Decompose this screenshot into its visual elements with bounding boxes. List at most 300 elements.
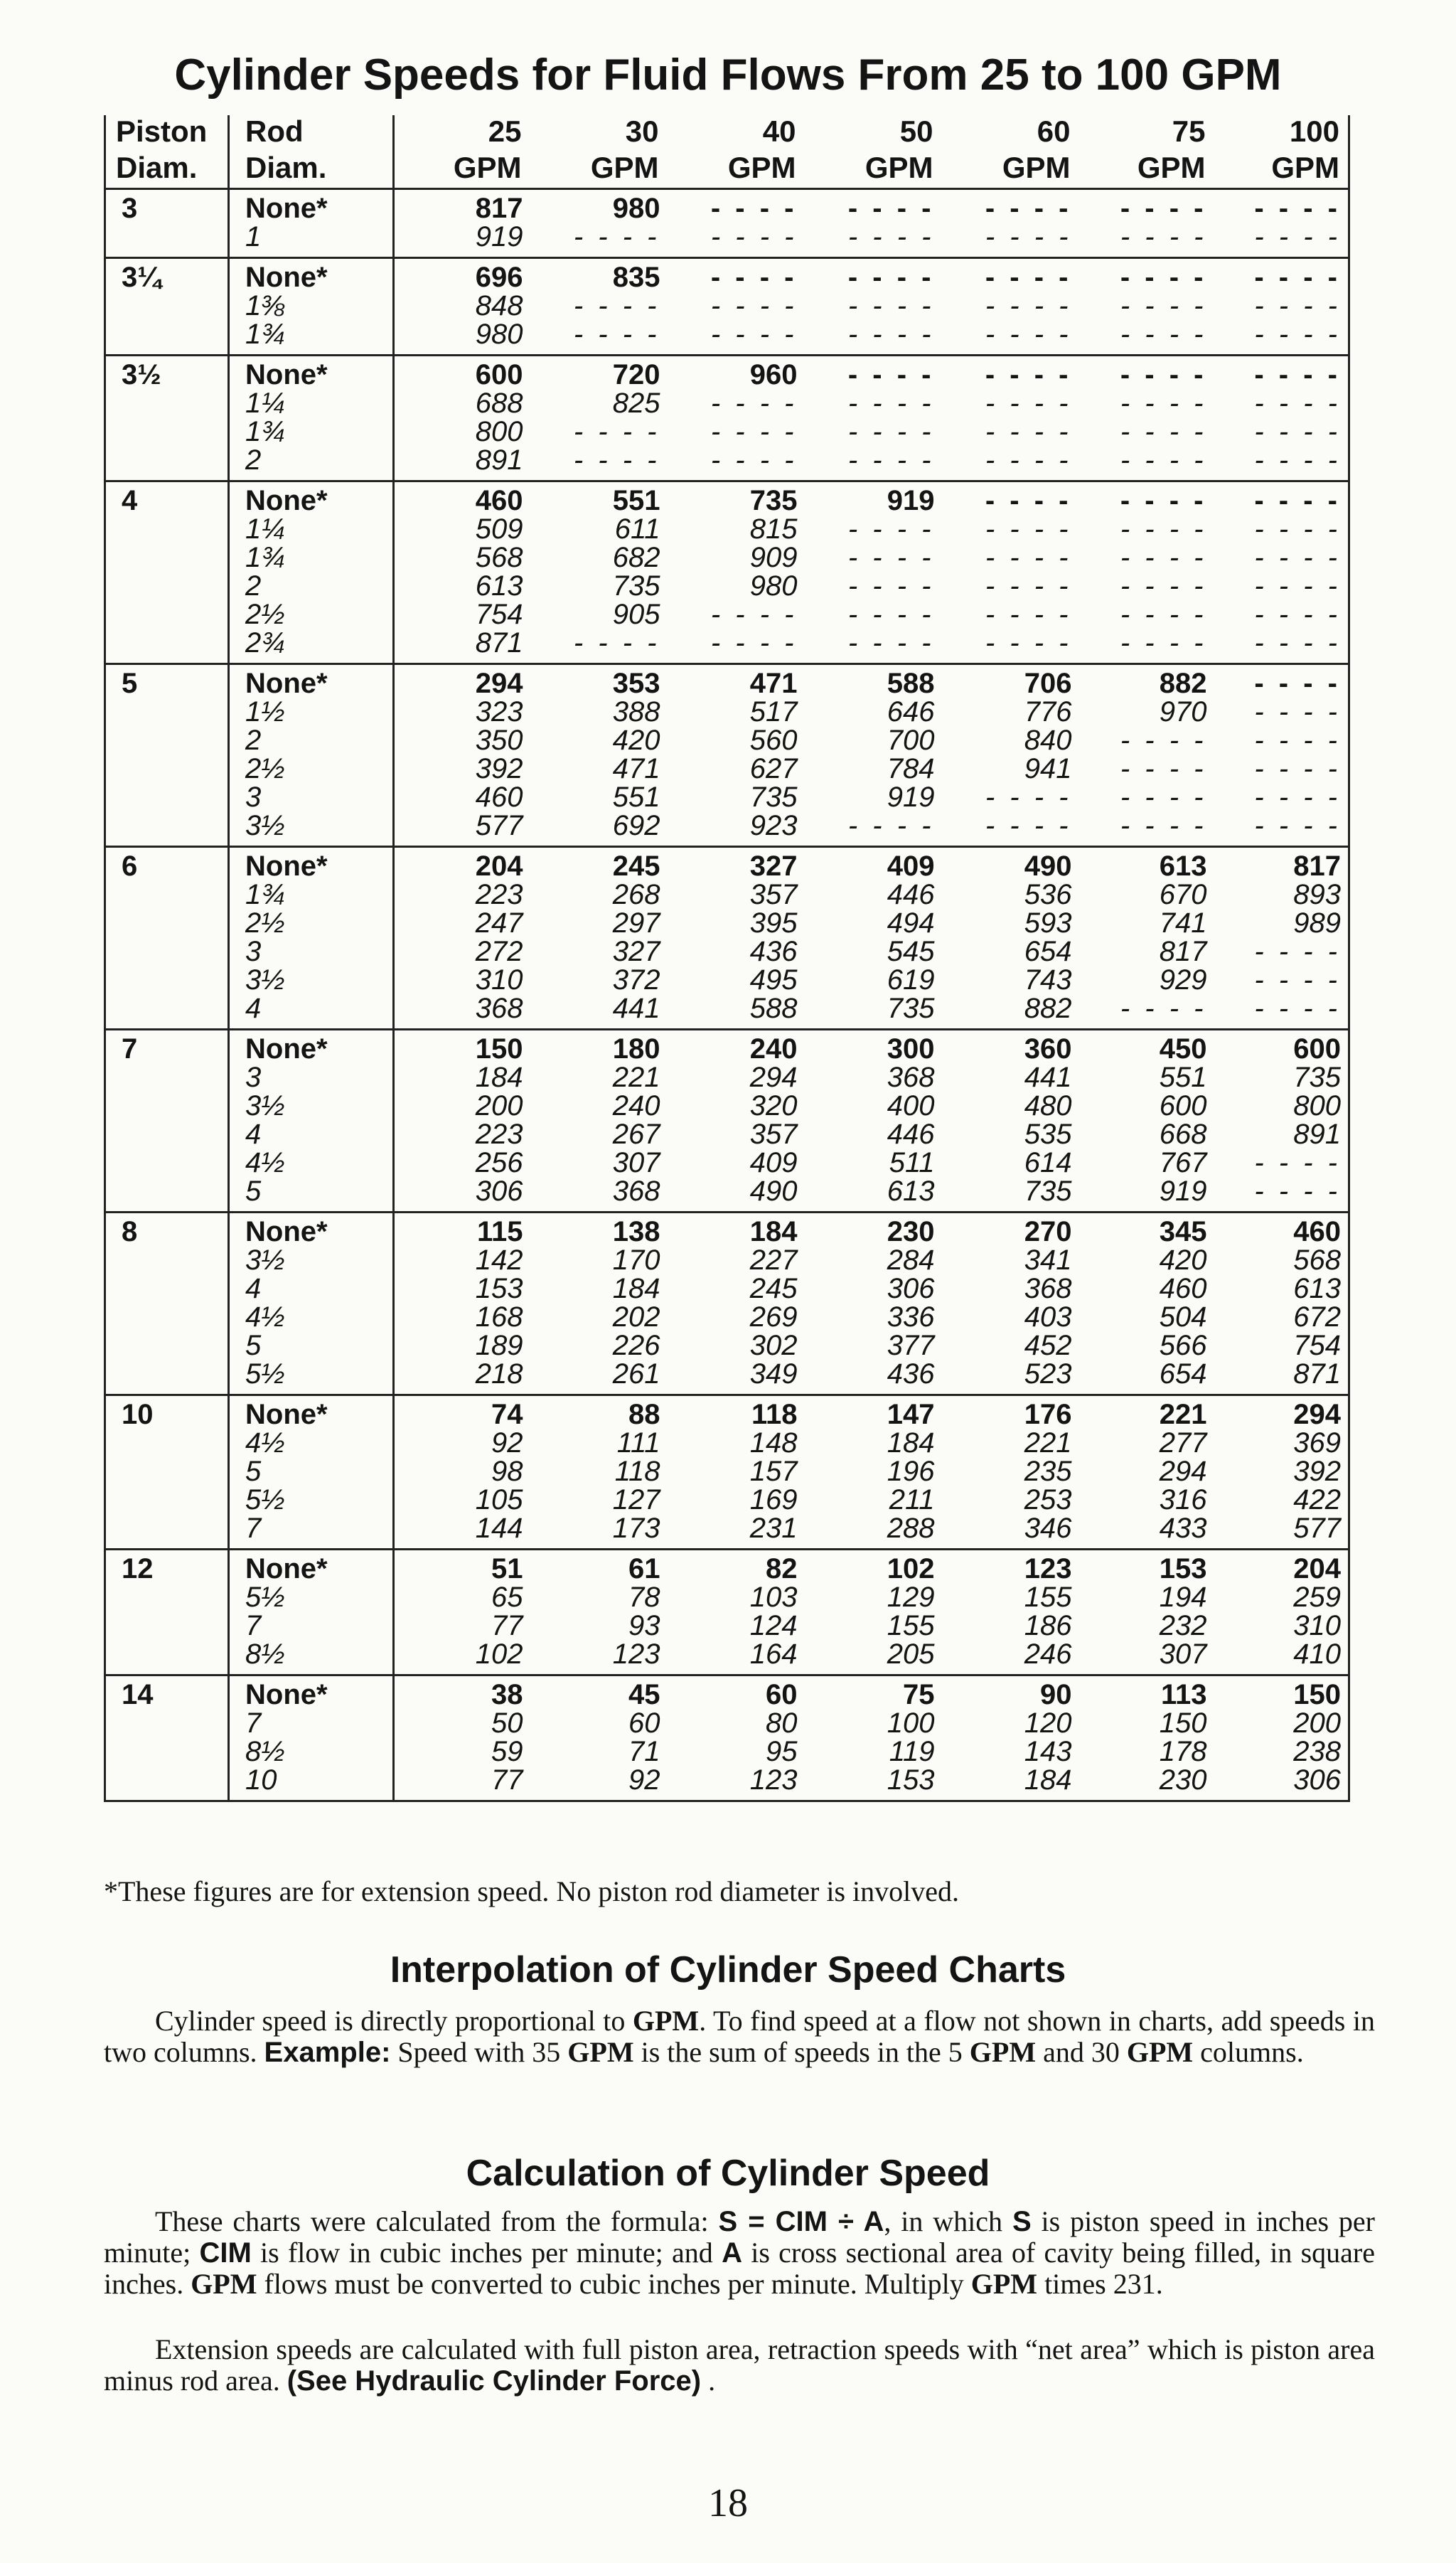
table-row: [105, 356, 1349, 390]
table-row: [105, 1274, 1349, 1303]
speed-cell: - - - -: [985, 542, 1072, 573]
speed-cell: 178: [1159, 1736, 1207, 1767]
speed-cell: 60: [628, 1707, 660, 1739]
speed-cell: 882: [1159, 668, 1207, 699]
speed-cell: 919: [887, 485, 935, 516]
interpolation-heading: Interpolation of Cylinder Speed Charts: [390, 1949, 1066, 1991]
speed-cell: - - - -: [985, 193, 1072, 224]
speed-cell: 144: [394, 1514, 530, 1550]
speed-cell: 124: [749, 1610, 798, 1641]
speed-cell: 230: [887, 1216, 935, 1247]
speed-cell: - - - -: [1214, 320, 1349, 356]
speed-cell: 147: [887, 1399, 935, 1430]
speed-cell: 422: [1214, 1486, 1349, 1514]
speed-cell: 150: [475, 1033, 523, 1065]
piston-diameter-cell: 3½: [105, 356, 229, 390]
piston-diameter-cell: [105, 966, 229, 994]
speed-cell: 270: [1024, 1216, 1072, 1247]
speed-cell: 235: [1024, 1456, 1072, 1487]
piston-diameter-cell: [105, 1611, 229, 1640]
rod-diameter-cell: 5½: [229, 1583, 394, 1611]
speed-cell: 200: [475, 1090, 523, 1121]
speed-cell: 600: [475, 359, 523, 390]
speed-cell: 95: [766, 1736, 798, 1767]
speed-cell: - - - -: [1214, 223, 1349, 258]
speed-cell: 735: [942, 1177, 1079, 1213]
rod-diameter-cell: None*: [229, 1030, 394, 1064]
speed-cell: 588: [887, 668, 935, 699]
table-row: [105, 389, 1349, 417]
speed-cell: 357: [749, 1119, 798, 1150]
piston-diameter-cell: [105, 1640, 229, 1675]
speed-cell: 441: [530, 994, 668, 1030]
piston-diameter-cell: [105, 1360, 229, 1395]
speed-cell: 238: [1214, 1737, 1349, 1766]
speed-cell: 551: [612, 782, 660, 813]
speed-cell: 377: [887, 1330, 935, 1361]
speed-cell: 223: [475, 879, 523, 910]
speed-cell: 245: [749, 1273, 798, 1304]
table-row: [105, 1360, 1349, 1395]
speed-cell: 184: [612, 1273, 660, 1304]
speed-cell: 436: [805, 1360, 942, 1395]
speed-cell: - - - -: [1120, 725, 1207, 756]
speed-cell: 202: [612, 1301, 660, 1333]
rod-diameter-cell: 8½: [229, 1640, 394, 1675]
rod-diameter-cell: 3: [229, 1063, 394, 1092]
speed-cell: 153: [805, 1766, 942, 1801]
rod-diameter-cell: 4: [229, 1120, 394, 1149]
speed-cell: 446: [887, 1119, 935, 1150]
speed-cell: 74: [491, 1399, 523, 1430]
piston-diameter-cell: 5: [105, 664, 229, 698]
bold-span: GPM: [969, 2036, 1037, 2068]
speed-cell: 909: [749, 542, 798, 573]
speed-cell: 654: [1024, 936, 1072, 967]
speed-cell: 306: [1214, 1766, 1349, 1801]
table-row: [105, 937, 1349, 966]
speed-cell: 77: [394, 1766, 530, 1801]
speed-cell: - - - -: [1079, 223, 1214, 258]
speed-cell: - - - -: [530, 446, 668, 481]
speed-cell: - - - -: [668, 320, 805, 356]
speed-cell: 306: [887, 1273, 935, 1304]
speed-cell: 284: [887, 1245, 935, 1276]
table-row: [105, 847, 1349, 881]
bold-span: GPM: [567, 2036, 634, 2068]
speed-cell: 980: [394, 320, 530, 356]
speed-cell: 113: [1160, 1679, 1207, 1710]
speed-cell: - - - -: [1214, 937, 1349, 966]
table-row: [105, 1486, 1349, 1514]
speed-cell: - - - -: [1079, 994, 1214, 1030]
speed-cell: - - - -: [1079, 320, 1214, 356]
speed-cell: 450: [1159, 1033, 1207, 1065]
speed-cell: 316: [1159, 1484, 1207, 1515]
speed-cell: 123: [668, 1766, 805, 1801]
speed-cell: 980: [612, 193, 660, 224]
piston-diameter-cell: [105, 1063, 229, 1092]
speed-cell: 227: [749, 1245, 798, 1276]
rod-diameter-cell: 4: [229, 1274, 394, 1303]
table-row: [105, 1030, 1349, 1064]
speed-cell: - - - -: [805, 629, 942, 664]
speed-cell: 706: [1024, 668, 1072, 699]
table-row: [105, 481, 1349, 516]
rod-diameter-cell: None*: [229, 847, 394, 881]
piston-diameter-cell: [105, 1246, 229, 1274]
speed-cell: 226: [612, 1330, 660, 1361]
rod-diameter-cell: 8½: [229, 1737, 394, 1766]
speed-cell: - - - -: [530, 223, 668, 258]
speed-cell: - - - -: [1120, 193, 1207, 224]
table-row: [105, 1092, 1349, 1120]
speed-cell: 38: [491, 1679, 523, 1710]
table-row: [105, 320, 1349, 356]
piston-diameter-cell: [105, 446, 229, 481]
speed-cell: 368: [530, 1177, 668, 1213]
speed-cell: 294: [749, 1062, 798, 1093]
table-row: [105, 446, 1349, 481]
speed-cell: 891: [394, 446, 530, 481]
speed-cell: 345: [1159, 1216, 1207, 1247]
table-row: [105, 811, 1349, 847]
speed-cell: - - - -: [1214, 994, 1349, 1030]
piston-diameter-cell: [105, 629, 229, 664]
rod-diameter-cell: 7: [229, 1514, 394, 1550]
speed-cell: 323: [475, 696, 523, 728]
piston-diameter-cell: [105, 223, 229, 258]
speed-cell: 369: [1214, 1429, 1349, 1457]
speed-cell: - - - -: [942, 811, 1079, 847]
rod-diameter-cell: 1¼: [229, 515, 394, 543]
piston-diameter-cell: [105, 1514, 229, 1550]
speed-cell: 517: [749, 696, 798, 728]
rod-diameter-cell: 5½: [229, 1360, 394, 1395]
speed-cell: 919: [394, 223, 530, 258]
speed-cell: 735: [805, 994, 942, 1030]
piston-diameter-cell: [105, 937, 229, 966]
speed-cell: 460: [1159, 1273, 1207, 1304]
speed-cell: 403: [1024, 1301, 1072, 1333]
rod-diameter-cell: 2½: [229, 600, 394, 629]
table-row: [105, 783, 1349, 811]
speed-cell: 817: [1159, 936, 1207, 967]
speed-cell: 184: [749, 1216, 798, 1247]
speed-cell: 196: [887, 1456, 935, 1487]
speed-cell: 893: [1214, 880, 1349, 909]
table-row: [105, 755, 1349, 783]
speed-cell: 277: [1159, 1427, 1207, 1459]
speed-cell: 223: [475, 1119, 523, 1150]
speed-cell: - - - -: [847, 193, 935, 224]
speed-cell: 545: [887, 936, 935, 967]
speed-cell: 180: [612, 1033, 660, 1065]
piston-diameter-cell: [105, 417, 229, 446]
piston-diameter-cell: 3¼: [105, 258, 229, 292]
calculation-heading: Calculation of Cylinder Speed: [466, 2153, 990, 2194]
speed-cell: 735: [749, 782, 798, 813]
speed-cell: 327: [612, 936, 660, 967]
speed-cell: 61: [628, 1553, 660, 1584]
rod-diameter-cell: 3: [229, 783, 394, 811]
speed-cell: 259: [1214, 1583, 1349, 1611]
speed-cell: 815: [749, 513, 798, 545]
rod-diameter-cell: None*: [229, 189, 394, 223]
text-span: and 30: [1036, 2036, 1127, 2068]
rod-diameter-cell: 4½: [229, 1149, 394, 1177]
speed-cell: - - - -: [985, 485, 1072, 516]
speed-cell: 77: [491, 1610, 523, 1641]
speed-cell: - - - -: [847, 416, 935, 447]
speed-cell: 588: [668, 994, 805, 1030]
speed-cell: - - - -: [668, 223, 805, 258]
header-unit-75: GPM: [1079, 151, 1214, 189]
speed-cell: - - - -: [847, 290, 935, 321]
speed-cell: 614: [1024, 1147, 1072, 1178]
speed-cell: 194: [1159, 1582, 1207, 1613]
text-span: is flow in cubic inches per minute; and: [251, 2237, 722, 2269]
rod-diameter-cell: 2: [229, 726, 394, 755]
speed-cell: 294: [475, 668, 523, 699]
speed-cell: 232: [1159, 1610, 1207, 1641]
speed-cell: 360: [1024, 1033, 1072, 1065]
rod-diameter-cell: 1⅜: [229, 292, 394, 320]
speed-cell: - - - -: [1214, 966, 1349, 994]
speed-cell: - - - -: [985, 359, 1072, 390]
speed-cell: 504: [1159, 1301, 1207, 1333]
speed-cell: 441: [1024, 1062, 1072, 1093]
speed-cell: - - - -: [1079, 629, 1214, 664]
speed-cell: 460: [1214, 1213, 1349, 1247]
speed-cell: 960: [749, 359, 798, 390]
speed-cell: 494: [887, 907, 935, 939]
speed-cell: 784: [887, 753, 935, 784]
header-gpm-30: 30: [625, 114, 659, 148]
speed-cell: 78: [628, 1582, 660, 1613]
speed-cell: 102: [394, 1640, 530, 1675]
speed-cell: 294: [1159, 1456, 1207, 1487]
header-unit-50: GPM: [805, 151, 942, 189]
header-unit-40: GPM: [668, 151, 805, 189]
speed-cell: - - - -: [1214, 1149, 1349, 1177]
speed-cell: 246: [942, 1640, 1079, 1675]
speed-cell: 211: [889, 1484, 935, 1515]
speed-cell: 509: [475, 513, 523, 545]
speed-cell: - - - -: [1120, 359, 1207, 390]
speed-cell: 490: [1024, 851, 1072, 882]
speed-cell: 923: [668, 811, 805, 847]
header-unit-30: GPM: [530, 151, 668, 189]
text-span: is the sum of speeds in the 5: [633, 2036, 970, 2068]
rod-diameter-cell: None*: [229, 664, 394, 698]
speed-cell: 611: [614, 513, 660, 545]
speed-cell: 593: [1024, 907, 1072, 939]
speed-cell: - - - -: [1120, 570, 1207, 602]
table-row: [105, 664, 1349, 698]
piston-diameter-cell: [105, 1092, 229, 1120]
speed-cell: - - - -: [573, 290, 660, 321]
speed-cell: 59: [491, 1736, 523, 1767]
header-piston: Piston: [105, 115, 229, 151]
speed-cell: 105: [475, 1484, 523, 1515]
speed-cell: 82: [766, 1553, 798, 1584]
table-row: [105, 1766, 1349, 1801]
speed-cell: 735: [749, 485, 798, 516]
speed-cell: - - - -: [1120, 388, 1207, 419]
header-gpm-50: 50: [899, 114, 933, 148]
speed-cell: 300: [887, 1033, 935, 1065]
speed-cell: - - - -: [668, 446, 805, 481]
speed-cell: 302: [749, 1330, 798, 1361]
speed-cell: 294: [1214, 1395, 1349, 1429]
piston-diameter-cell: [105, 783, 229, 811]
speed-cell: 221: [1159, 1399, 1207, 1430]
speed-cell: 480: [1024, 1090, 1072, 1121]
speed-cell: 613: [805, 1177, 942, 1213]
speed-cell: 119: [889, 1736, 935, 1767]
bold-span: GPM: [632, 2005, 700, 2037]
speed-cell: 88: [628, 1399, 660, 1430]
rod-diameter-cell: 1¾: [229, 880, 394, 909]
speed-cell: - - - -: [1079, 811, 1214, 847]
speed-cell: 882: [942, 994, 1079, 1030]
table-row: [105, 258, 1349, 292]
bold-span: S = CIM ÷ A: [718, 2206, 884, 2237]
speed-cell: - - - -: [847, 262, 935, 293]
rod-diameter-cell: 5½: [229, 1486, 394, 1514]
speed-cell: - - - -: [1214, 356, 1349, 390]
speed-cell: 471: [612, 753, 660, 784]
speed-cell: 919: [1079, 1177, 1214, 1213]
speed-cell: - - - -: [942, 223, 1079, 258]
piston-diameter-cell: [105, 1737, 229, 1766]
speed-cell: - - - -: [847, 359, 935, 390]
piston-diameter-cell: [105, 320, 229, 356]
speed-cell: 240: [749, 1033, 798, 1065]
table-row: [105, 1709, 1349, 1737]
rod-diameter-cell: 4½: [229, 1303, 394, 1331]
speed-cell: - - - -: [1120, 542, 1207, 573]
speed-cell: 682: [612, 542, 660, 573]
piston-diameter-cell: 14: [105, 1675, 229, 1710]
piston-diameter-cell: [105, 1149, 229, 1177]
speed-cell: 93: [628, 1610, 660, 1641]
table-row: [105, 1514, 1349, 1550]
piston-diameter-cell: [105, 1331, 229, 1360]
table-row: [105, 600, 1349, 629]
piston-diameter-cell: [105, 1486, 229, 1514]
speed-cell: 169: [749, 1484, 798, 1515]
speed-cell: - - - -: [1079, 446, 1214, 481]
speed-cell: 767: [1159, 1147, 1207, 1178]
speed-cell: - - - -: [1120, 513, 1207, 545]
speed-cell: 186: [1024, 1610, 1072, 1641]
bold-span: GPM: [970, 2268, 1038, 2300]
speed-cell: - - - -: [805, 446, 942, 481]
rod-diameter-cell: 1¼: [229, 389, 394, 417]
bold-span: A: [722, 2237, 742, 2269]
speed-cell: - - - -: [573, 416, 660, 447]
text-span: flows must be converted to cubic inches per minute. Multiply: [257, 2268, 971, 2300]
table-row: [105, 1583, 1349, 1611]
speed-cell: 218: [394, 1360, 530, 1395]
speed-cell: 256: [475, 1147, 523, 1178]
speed-cell: - - - -: [1214, 292, 1349, 320]
table-row: [105, 698, 1349, 726]
speed-cell: - - - -: [710, 599, 798, 630]
speed-cell: 269: [749, 1301, 798, 1333]
speed-cell: - - - -: [1214, 572, 1349, 600]
speed-cell: 350: [475, 725, 523, 756]
rod-diameter-cell: 3½: [229, 811, 394, 847]
bold-span: Example:: [264, 2037, 391, 2068]
speed-cell: 776: [1024, 696, 1072, 728]
speed-cell: - - - -: [1214, 515, 1349, 543]
speed-cell: 231: [668, 1514, 805, 1550]
text-span: is cross sectional area of cavity being filled, in square inches.: [104, 2237, 1375, 2300]
speed-cell: - - - -: [710, 262, 798, 293]
table-row: [105, 966, 1349, 994]
table-row: [105, 1640, 1349, 1675]
speed-cell: 65: [491, 1582, 523, 1613]
piston-diameter-cell: [105, 994, 229, 1030]
piston-diameter-cell: [105, 811, 229, 847]
speed-cell: 310: [475, 964, 523, 996]
speed-cell: 511: [889, 1147, 935, 1178]
rod-diameter-cell: 4: [229, 994, 394, 1030]
speed-cell: 157: [749, 1456, 798, 1487]
header-gpm-60: 60: [1037, 114, 1071, 148]
speed-cell: 221: [1024, 1427, 1072, 1459]
speed-cell: 619: [887, 964, 935, 996]
speed-cell: - - - -: [1214, 726, 1349, 755]
speed-cell: - - - -: [847, 513, 935, 545]
piston-diameter-cell: [105, 1583, 229, 1611]
table-row: [105, 1303, 1349, 1331]
speed-cell: 535: [1024, 1119, 1072, 1150]
speed-cell: 754: [1214, 1331, 1349, 1360]
rod-diameter-cell: None*: [229, 1550, 394, 1584]
bold-span: (See Hydraulic Cylinder Force): [287, 2365, 702, 2397]
rod-diameter-cell: 3½: [229, 966, 394, 994]
speed-cell: 840: [1024, 725, 1072, 756]
speed-cell: 577: [394, 811, 530, 847]
rod-diameter-cell: 7: [229, 1709, 394, 1737]
speed-cell: 267: [612, 1119, 660, 1150]
speed-cell: 929: [1159, 964, 1207, 996]
speed-cell: - - - -: [847, 570, 935, 602]
speed-cell: 164: [668, 1640, 805, 1675]
piston-diameter-cell: [105, 1766, 229, 1801]
speed-cell: 743: [1024, 964, 1072, 996]
piston-diameter-cell: [105, 698, 229, 726]
rod-diameter-cell: None*: [229, 356, 394, 390]
table-row: [105, 1120, 1349, 1149]
speed-cell: 60: [766, 1679, 798, 1710]
speed-cell: - - - -: [805, 811, 942, 847]
rod-diameter-cell: None*: [229, 1395, 394, 1429]
speed-cell: 155: [1024, 1582, 1072, 1613]
speed-cell: - - - -: [1214, 600, 1349, 629]
piston-diameter-cell: [105, 292, 229, 320]
speed-cell: - - - -: [1214, 389, 1349, 417]
piston-diameter-cell: [105, 1303, 229, 1331]
speed-cell: 184: [887, 1427, 935, 1459]
speed-cell: - - - -: [1120, 753, 1207, 784]
table-row: [105, 1213, 1349, 1247]
speed-cell: 825: [612, 388, 660, 419]
